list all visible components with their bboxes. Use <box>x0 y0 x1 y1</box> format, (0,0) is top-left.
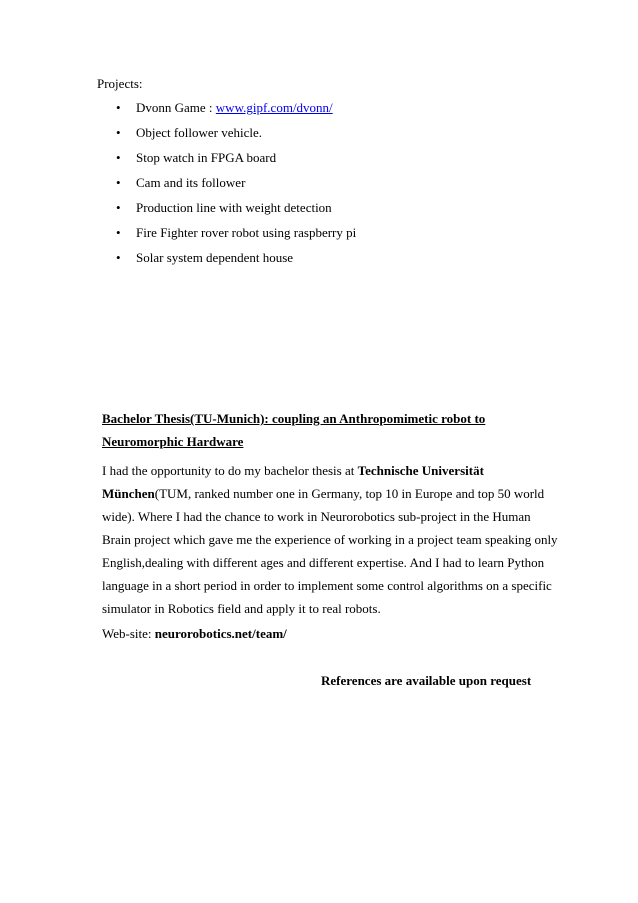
project-text: Fire Fighter rover robot using raspberry pi <box>136 225 357 240</box>
thesis-body <box>102 459 562 620</box>
project-text: Dvonn Game : <box>136 100 216 115</box>
project-text: Production line with weight detection <box>136 200 332 215</box>
list-item <box>116 225 356 250</box>
list-item <box>116 150 356 175</box>
project-list <box>116 100 356 275</box>
bullet-icon: • <box>116 200 121 215</box>
bullet-icon: • <box>116 175 121 190</box>
project-text: Stop watch in FPGA board <box>136 150 277 165</box>
list-item <box>116 200 356 225</box>
bullet-icon: • <box>116 150 121 165</box>
bullet-icon: • <box>116 100 121 115</box>
list-item <box>116 250 356 275</box>
thesis-section <box>102 407 562 642</box>
project-text: Object follower vehicle. <box>136 125 262 140</box>
university-name: Technische Universität München <box>102 463 484 501</box>
list-item <box>116 125 356 150</box>
project-text: Cam and its follower <box>136 175 246 190</box>
website-value: neurorobotics.net/team/ <box>154 626 287 641</box>
website-line <box>102 626 562 642</box>
dvonn-link[interactable]: www.gipf.com/dvonn/ <box>215 100 333 115</box>
bullet-icon: • <box>116 225 121 240</box>
project-text: Solar system dependent house <box>136 250 294 265</box>
bullet-icon: • <box>116 250 121 265</box>
thesis-body-intro: I had the opportunity to do my bachelor thesis at <box>102 463 358 478</box>
bullet-icon: • <box>116 125 121 140</box>
list-item <box>116 100 356 125</box>
thesis-body-text: (TUM, ranked number one in Germany, top 10 in Europe and top 50 world wide). Where I had the chance to work in Neurorobotics sub-project in the Human Brain project which gave me the experience of working in a project team speaking only English,dealing with different ages and different expertise. And I had to learn Python language in a short period in order to implement some control algorithms on a specific simulator in Robotics field and apply it to real robots. <box>102 486 558 616</box>
projects-heading: Projects: <box>97 76 143 91</box>
thesis-title: Bachelor Thesis(TU-Munich): coupling an Anthropomimetic robot to Neuromorphic Hardware <box>102 411 486 449</box>
list-item <box>116 175 356 200</box>
references-note: References are available upon request <box>321 673 532 688</box>
website-label: Web-site: <box>102 626 155 641</box>
